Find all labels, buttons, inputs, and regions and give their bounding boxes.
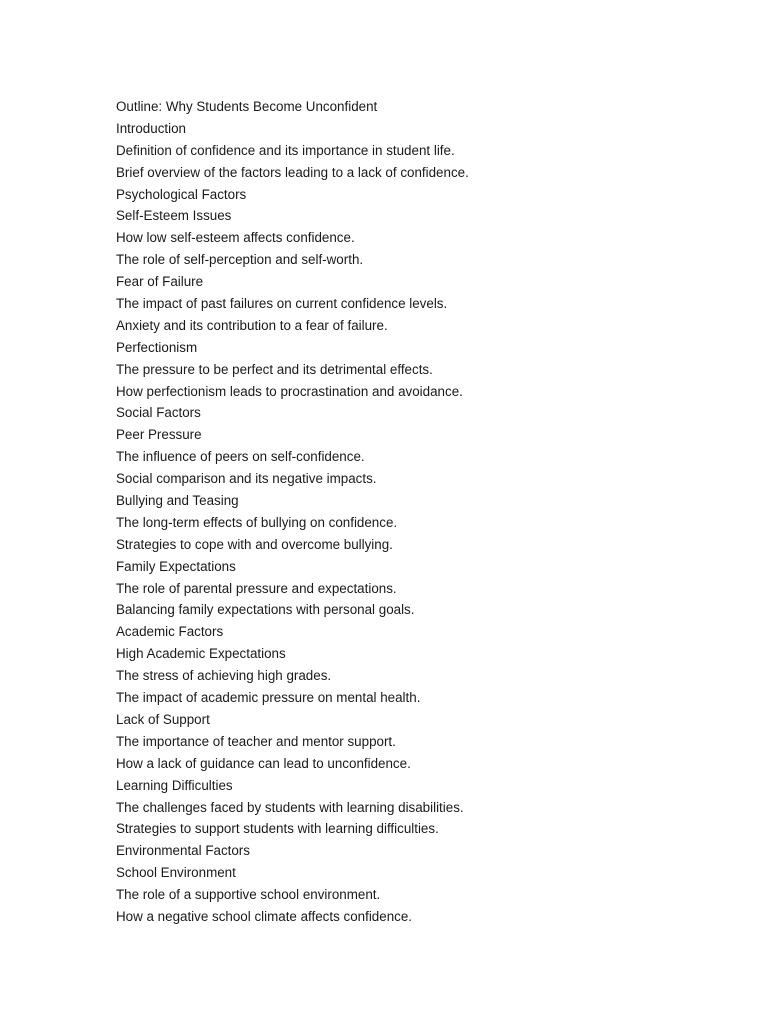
document-line: How perfectionism leads to procrastination and avoidance.	[116, 383, 463, 399]
document-line: The pressure to be perfect and its detrimental effects.	[116, 361, 433, 377]
document-line: The importance of teacher and mentor support.	[116, 733, 396, 749]
document-line: Anxiety and its contribution to a fear of failure.	[116, 317, 388, 333]
document-line: Balancing family expectations with personal goals.	[116, 602, 415, 618]
document-line: Peer Pressure	[116, 427, 202, 443]
document-line: Strategies to support students with learning difficulties.	[116, 821, 439, 837]
document-line: Strategies to cope with and overcome bullying.	[116, 536, 393, 552]
document-line: Outline: Why Students Become Unconfident	[116, 99, 378, 114]
document-line: How a negative school climate affects confidence.	[116, 908, 412, 924]
document-line: The role of a supportive school environment.	[116, 887, 381, 903]
document-line: The influence of peers on self-confidence.	[116, 449, 365, 465]
document-line: School Environment	[116, 865, 236, 881]
document-line: High Academic Expectations	[116, 646, 286, 662]
document-line: Perfectionism	[116, 339, 198, 355]
document-line: Brief overview of the factors leading to a lack of confidence.	[116, 164, 469, 180]
document-line: Fear of Failure	[116, 274, 204, 290]
document-line: Self-Esteem Issues	[116, 208, 232, 224]
document-line: The role of self-perception and self-worth.	[116, 252, 364, 268]
document-line: Definition of confidence and its importance in student life.	[116, 142, 455, 158]
document-line: Social comparison and its negative impacts.	[116, 471, 377, 487]
document-line: Introduction	[116, 120, 186, 136]
document-line: The stress of achieving high grades.	[116, 668, 332, 684]
document-line: Family Expectations	[116, 558, 236, 574]
document-line: The impact of past failures on current confidence levels.	[116, 296, 448, 312]
document-line: The challenges faced by students with learning disabilities.	[116, 799, 464, 815]
document-line: How low self-esteem affects confidence.	[116, 230, 355, 246]
document-line: Social Factors	[116, 405, 201, 421]
document-line: Academic Factors	[116, 624, 224, 640]
document-line: The role of parental pressure and expectations.	[116, 580, 397, 596]
document-line: Learning Difficulties	[116, 777, 233, 793]
document-line: Psychological Factors	[116, 186, 247, 202]
document-line: The impact of academic pressure on mental health.	[116, 690, 421, 706]
document-line: How a lack of guidance can lead to unconfidence.	[116, 755, 411, 771]
document-line: Environmental Factors	[116, 843, 250, 859]
document-line: Bullying and Teasing	[116, 493, 239, 509]
document-line: The long-term effects of bullying on confidence.	[116, 514, 398, 530]
document-body	[116, 96, 716, 928]
document-line: Lack of Support	[116, 711, 210, 727]
